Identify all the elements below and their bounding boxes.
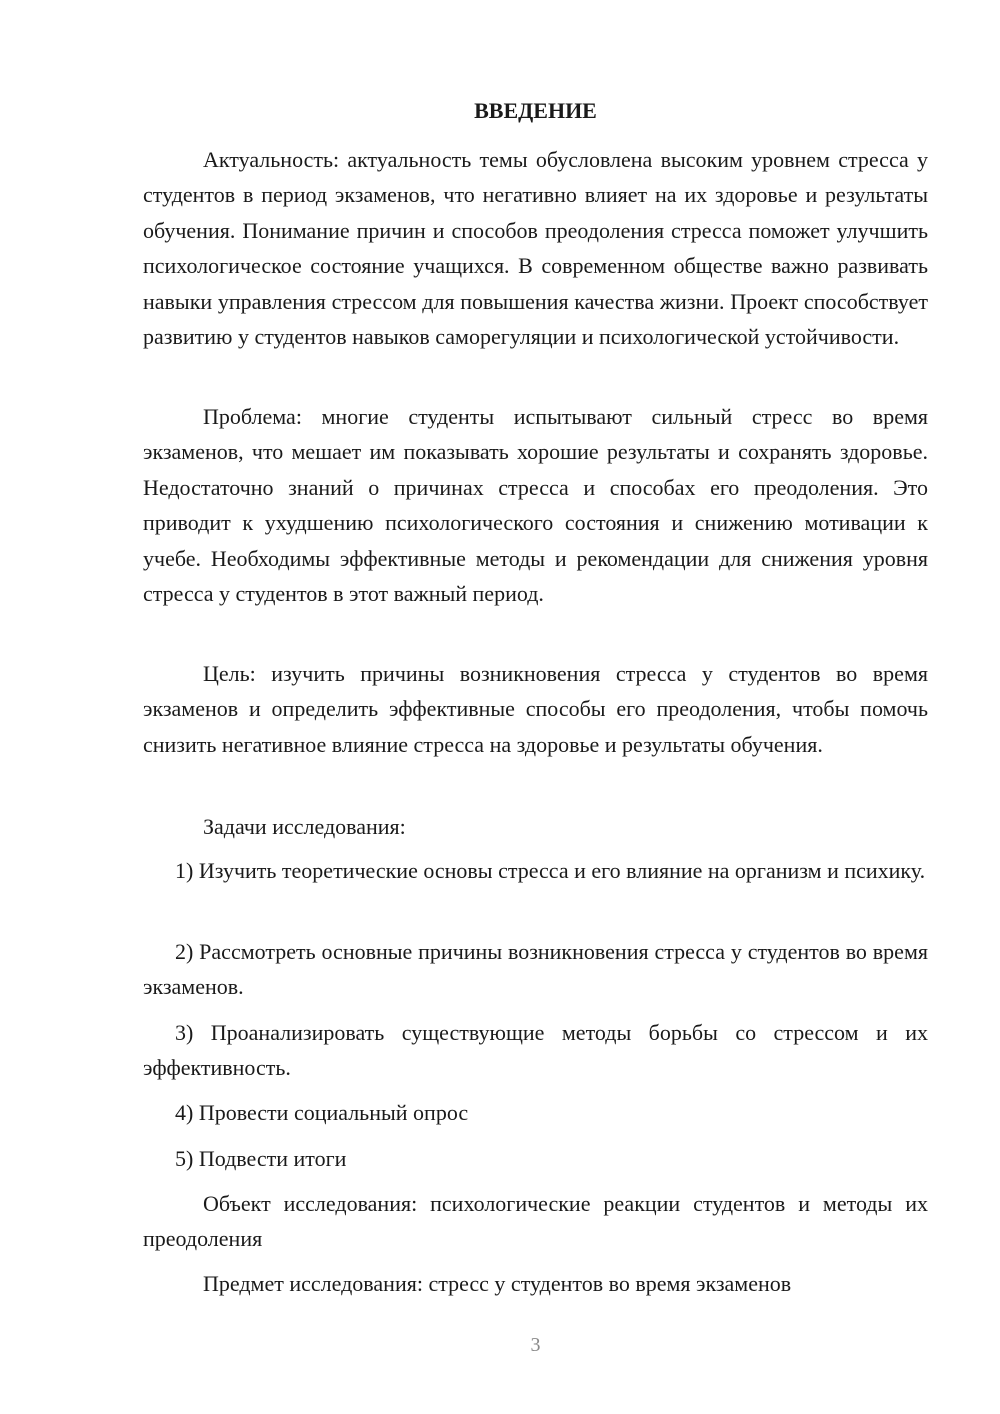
relevance-paragraph: Актуальность: актуальность темы обусловлена высоким уровнем стресса у студентов в период экзаменов, что негативно влияет на их здоровье и результаты обучения. Понимание причин и способов преодоления стресса поможет улучшить психологическое состояние учащихся. В современном обществе важно развивать навыки управления стрессом для повышения качества жизни. Проект способствует развитию у студентов навыков саморегуляции и психологической устойчивости. bbox=[143, 147, 928, 350]
page-number: 3 bbox=[530, 1334, 541, 1356]
task-item-4: 4) Провести социальный опрос bbox=[175, 1100, 469, 1125]
task-item-3: 3) Проанализировать существующие методы борьбы со стрессом и их эффективность. bbox=[143, 1020, 928, 1081]
tasks-heading: Задачи исследования: bbox=[203, 814, 406, 839]
object-paragraph: Объект исследования: психологические реакции студентов и методы их преодоления bbox=[143, 1191, 928, 1252]
page-title: ВВЕДЕНИЕ bbox=[474, 98, 597, 123]
task-item-1: 1) Изучить теоретические основы стресса и его влияние на организм и психику. bbox=[175, 858, 926, 883]
document-page bbox=[143, 0, 928, 1414]
task-item-2: 2) Рассмотреть основные причины возникновения стресса у студентов во время экзаменов. bbox=[143, 939, 928, 1000]
subject-paragraph: Предмет исследования: стресс у студентов во время экзаменов bbox=[203, 1271, 792, 1296]
goal-paragraph: Цель: изучить причины возникновения стресса у студентов во время экзаменов и определить эффективные способы его преодоления, чтобы помочь снизить негативное влияние стресса на здоровье и результаты обучения. bbox=[143, 661, 928, 757]
task-item-5: 5) Подвести итоги bbox=[175, 1146, 347, 1171]
problem-paragraph: Проблема: многие студенты испытывают сильный стресс во время экзаменов, что мешает им показывать хорошие результаты и сохранять здоровье. Недостаточно знаний о причинах стресса и способах его преодоления. Это приводит к ухудшению психологического состояния и снижению мотивации к учебе. Необходимы эффективные методы и рекомендации для снижения уровня стресса у студентов в этот важный период. bbox=[143, 404, 928, 607]
